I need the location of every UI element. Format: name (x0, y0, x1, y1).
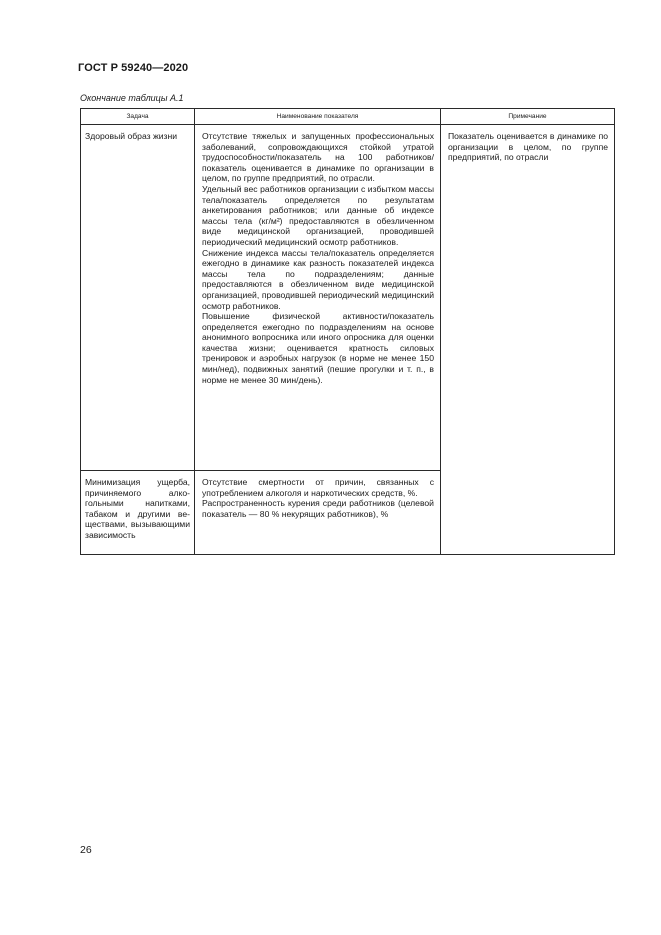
task-cell: Минимизация ущерба, причиняемого алкогольными напитками, табаком и другими веществами, вызывающими зависимость (81, 471, 195, 555)
indicator-paragraph: Отсутствие смертности от причин, связанных с употреблением алкоголя и наркотических средств, %. (202, 477, 434, 498)
table-caption: Окончание таблицы А.1 (80, 93, 184, 103)
page-number: 26 (80, 844, 92, 856)
indicator-paragraph: Удельный вес работников организации с избытком массы тела/показатель определяется по результатам анкетирования работников; или данные об индексе массы тела (кг/м²) предоставляются в обезличенном виде медицинской организацией, проводившей периодический медицинский осмотр работников. (202, 183, 434, 247)
table-row (81, 125, 615, 471)
indicator-cell (195, 125, 441, 471)
indicator-cell (195, 471, 441, 555)
document-code: ГОСТ Р 59240—2020 (78, 62, 189, 74)
column-header-note: Примечание (441, 109, 615, 125)
indicator-table (80, 108, 615, 555)
indicator-paragraph: Распространенность курения среди работников (целевой показатель — 80 % некурящих работников), % (202, 498, 434, 519)
task-cell: Здоровый образ жизни (81, 125, 195, 471)
indicator-paragraph: Повышение физической активности/показатель определяется ежегодно по подразделениям на основе анонимного вопросника или иного опросника для оценки качества жизни; оценивается кратность силовых тренировок и аэробных нагрузок (в норме не менее 150 мин/нед), подвижных занятий (пешие прогулки и т. п., в норме не менее 30 мин/день). (202, 311, 434, 385)
note-cell: Показатель оценивается в динамике по организации в целом, по группе предприятий, по отрасли (441, 125, 615, 555)
column-header-task: Задача (81, 109, 195, 125)
table-header-row (81, 109, 615, 125)
indicator-paragraph: Снижение индекса массы тела/показатель определяется ежегодно в динамике как разность показателей индекса массы тела по подразделениям; данные предоставляются в обезличенном виде медицинской организацией, проводившей периодический медицинский осмотр работников. (202, 247, 434, 311)
indicator-paragraph: Отсутствие тяжелых и запущенных профессиональных заболеваний, сопровождающихся стойкой утратой трудоспособности/показатель на 100 работников/показатель оценивается в динамике по организации в целом, по группе предприятий, по отрасли. (202, 131, 434, 184)
column-header-indicator: Наименование показателя (195, 109, 441, 125)
